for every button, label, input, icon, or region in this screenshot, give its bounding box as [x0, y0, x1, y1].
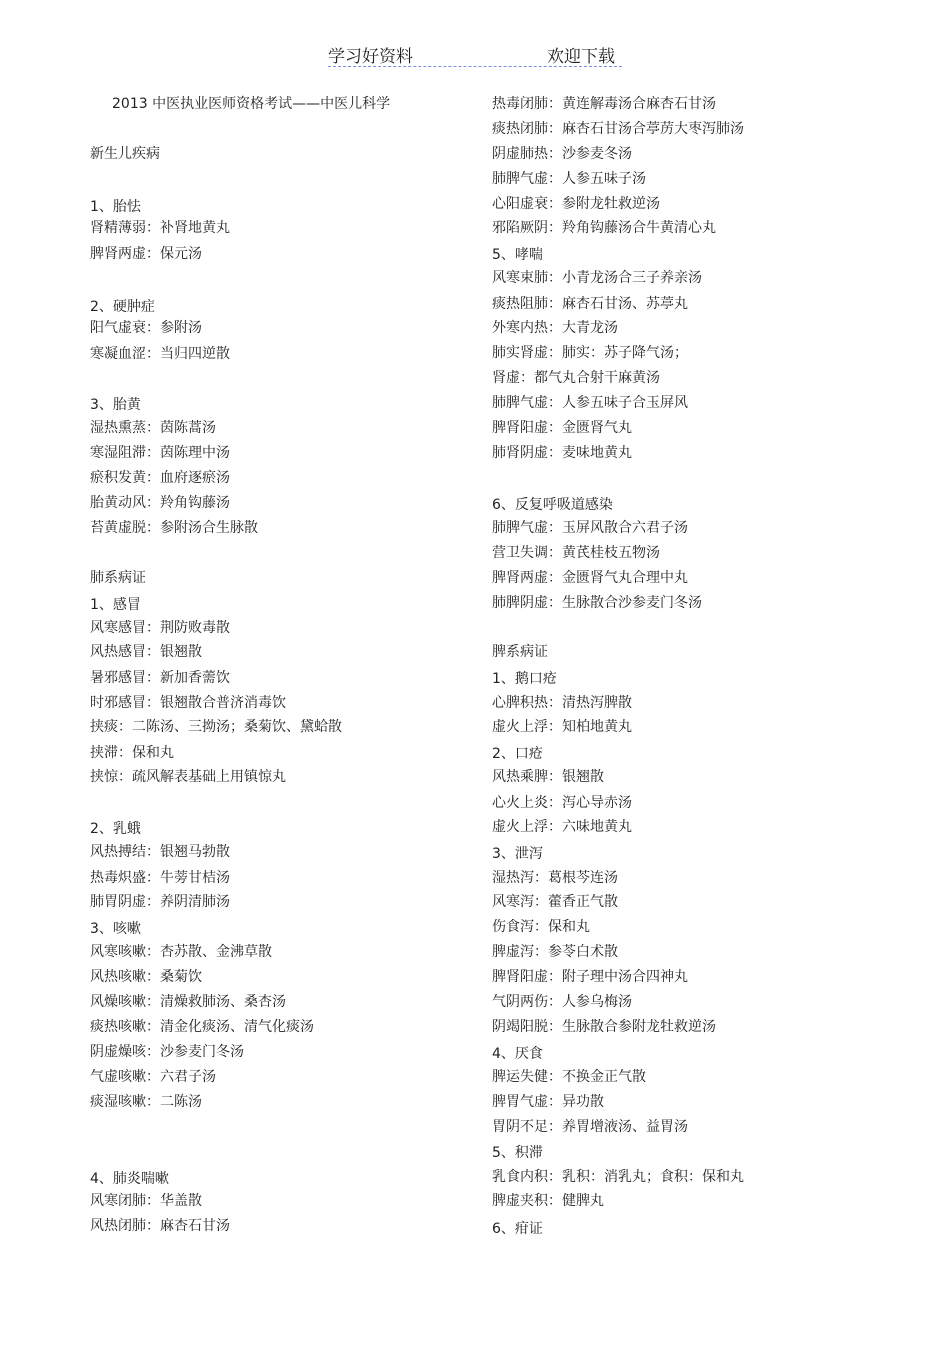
text-line: 气阴两伤：人参乌梅汤 [492, 994, 632, 1010]
text-line: 邪陷厥阴：羚角钩藤汤合牛黄清心丸 [492, 220, 716, 236]
subsection-heading: 1、胎怯 [90, 199, 141, 215]
text-line: 肺脾气虚：玉屏风散合六君子汤 [492, 520, 688, 536]
text-line: 伤食泻：保和丸 [492, 919, 590, 935]
text-line: 肺脾气虚：人参五味子合玉屏风 [492, 395, 688, 411]
text-line: 脾胃气虚：异功散 [492, 1094, 604, 1110]
section-heading: 肺系病证 [90, 570, 146, 586]
text-line: 寒凝血涩：当归四逆散 [90, 346, 230, 362]
text-line: 外寒内热：大青龙汤 [492, 320, 618, 336]
text-line: 苔黄虚脱：参附汤合生脉散 [90, 520, 258, 536]
text-line: 阴虚肺热：沙参麦冬汤 [492, 146, 632, 162]
section-heading: 新生儿疾病 [90, 146, 160, 162]
text-line: 痰热咳嗽：清金化痰汤、清气化痰汤 [90, 1019, 314, 1035]
text-line: 脾肾阳虚：金匮肾气丸 [492, 420, 632, 436]
text-line: 虚火上浮：六味地黄丸 [492, 819, 632, 835]
subsection-heading: 3、泄泻 [492, 846, 543, 862]
text-line: 肺胃阴虚：养阴清肺汤 [90, 894, 230, 910]
text-line: 湿热泻：葛根芩连汤 [492, 870, 618, 886]
subsection-heading: 5、积滞 [492, 1145, 543, 1161]
text-line: 乳食内积：乳积：消乳丸；食积：保和丸 [492, 1169, 744, 1185]
text-line: 脾肾阳虚：附子理中汤合四神丸 [492, 969, 688, 985]
text-line: 肺实肾虚：肺实：苏子降气汤； [492, 345, 688, 361]
subsection-heading: 4、肺炎喘嗽 [90, 1171, 169, 1187]
text-line: 风热搏结：银翘马勃散 [90, 844, 230, 860]
subsection-heading: 2、口疮 [492, 746, 543, 762]
text-line: 肺脾气虚：人参五味子汤 [492, 171, 646, 187]
subsection-heading: 1、鹅口疮 [492, 671, 557, 687]
text-line: 挟痰：二陈汤、三拗汤；桑菊饮、黛蛤散 [90, 719, 342, 735]
text-line: 风热闭肺：麻杏石甘汤 [90, 1218, 230, 1234]
text-line: 阴竭阳脱：生脉散合参附龙牡救逆汤 [492, 1019, 716, 1035]
text-line: 心火上炎：泻心导赤汤 [492, 795, 632, 811]
text-line: 风寒泻：藿香正气散 [492, 894, 618, 910]
text-line: 胃阴不足：养胃增液汤、益胃汤 [492, 1119, 688, 1135]
text-line: 风热感冒：银翘散 [90, 644, 202, 660]
text-line: 热毒闭肺：黄连解毒汤合麻杏石甘汤 [492, 96, 716, 112]
subsection-heading: 2、硬肿症 [90, 299, 155, 315]
subsection-heading: 5、哮喘 [492, 247, 543, 263]
text-line: 心脾积热：清热泻脾散 [492, 695, 632, 711]
text-line: 心阳虚衰：参附龙牡救逆汤 [492, 196, 660, 212]
page-header [328, 38, 622, 67]
text-line: 挟惊：疏风解表基础上用镇惊丸 [90, 769, 286, 785]
text-line: 脾运失健：不换金正气散 [492, 1069, 646, 1085]
text-line: 风寒感冒：荆防败毒散 [90, 620, 230, 636]
section-heading: 脾系病证 [492, 644, 548, 660]
text-line: 肺肾阴虚：麦味地黄丸 [492, 445, 632, 461]
text-line: 脾肾两虚：金匮肾气丸合理中丸 [492, 570, 688, 586]
text-line: 时邪感冒：银翘散合普济消毒饮 [90, 695, 286, 711]
text-line: 脾肾两虚：保元汤 [90, 246, 202, 262]
text-line: 痰热闭肺：麻杏石甘汤合葶苈大枣泻肺汤 [492, 121, 744, 137]
text-line: 脾虚泻：参苓白术散 [492, 944, 618, 960]
text-line: 阳气虚衰：参附汤 [90, 320, 202, 336]
text-line: 虚火上浮：知柏地黄丸 [492, 719, 632, 735]
text-line: 阴虚燥咳：沙参麦门冬汤 [90, 1044, 244, 1060]
subsection-heading: 3、胎黄 [90, 397, 141, 413]
subsection-heading: 6、疳证 [492, 1221, 543, 1237]
subsection-heading: 1、感冒 [90, 597, 141, 613]
text-line: 肾精薄弱：补肾地黄丸 [90, 220, 230, 236]
text-line: 湿热熏蒸：茵陈蒿汤 [90, 420, 216, 436]
subsection-heading: 4、厌食 [492, 1046, 543, 1062]
text-line: 挟滞：保和丸 [90, 745, 174, 761]
text-line: 热毒炽盛：牛蒡甘桔汤 [90, 870, 230, 886]
document-title: 2013 中医执业医师资格考试——中医儿科学 [112, 96, 391, 112]
header-left-text: 学习好资料 [328, 47, 413, 67]
text-line: 风热乘脾：银翘散 [492, 769, 604, 785]
text-line: 肺脾阴虚：生脉散合沙参麦门冬汤 [492, 595, 702, 611]
text-line: 风寒束肺：小青龙汤合三子养亲汤 [492, 270, 702, 286]
subsection-heading: 3、咳嗽 [90, 921, 141, 937]
text-line: 风热咳嗽：桑菊饮 [90, 969, 202, 985]
text-line: 瘀积发黄：血府逐瘀汤 [90, 470, 230, 486]
text-line: 气虚咳嗽：六君子汤 [90, 1069, 216, 1085]
text-line: 风燥咳嗽：清燥救肺汤、桑杏汤 [90, 994, 286, 1010]
text-line: 肾虚：都气丸合射干麻黄汤 [492, 370, 660, 386]
text-line: 痰热阻肺：麻杏石甘汤、苏葶丸 [492, 296, 688, 312]
text-line: 痰湿咳嗽：二陈汤 [90, 1094, 202, 1110]
text-line: 风寒咳嗽：杏苏散、金沸草散 [90, 944, 272, 960]
text-line: 营卫失调：黄芪桂枝五物汤 [492, 545, 660, 561]
text-line: 脾虚夹积：健脾丸 [492, 1193, 604, 1209]
text-line: 胎黄动风：羚角钩藤汤 [90, 495, 230, 511]
text-line: 风寒闭肺：华盖散 [90, 1193, 202, 1209]
text-line: 寒湿阻滞：茵陈理中汤 [90, 445, 230, 461]
subsection-heading: 2、乳蛾 [90, 821, 141, 837]
header-right-text: 欢迎下载 [547, 47, 615, 67]
text-line: 暑邪感冒：新加香薷饮 [90, 670, 230, 686]
subsection-heading: 6、反复呼吸道感染 [492, 497, 613, 513]
